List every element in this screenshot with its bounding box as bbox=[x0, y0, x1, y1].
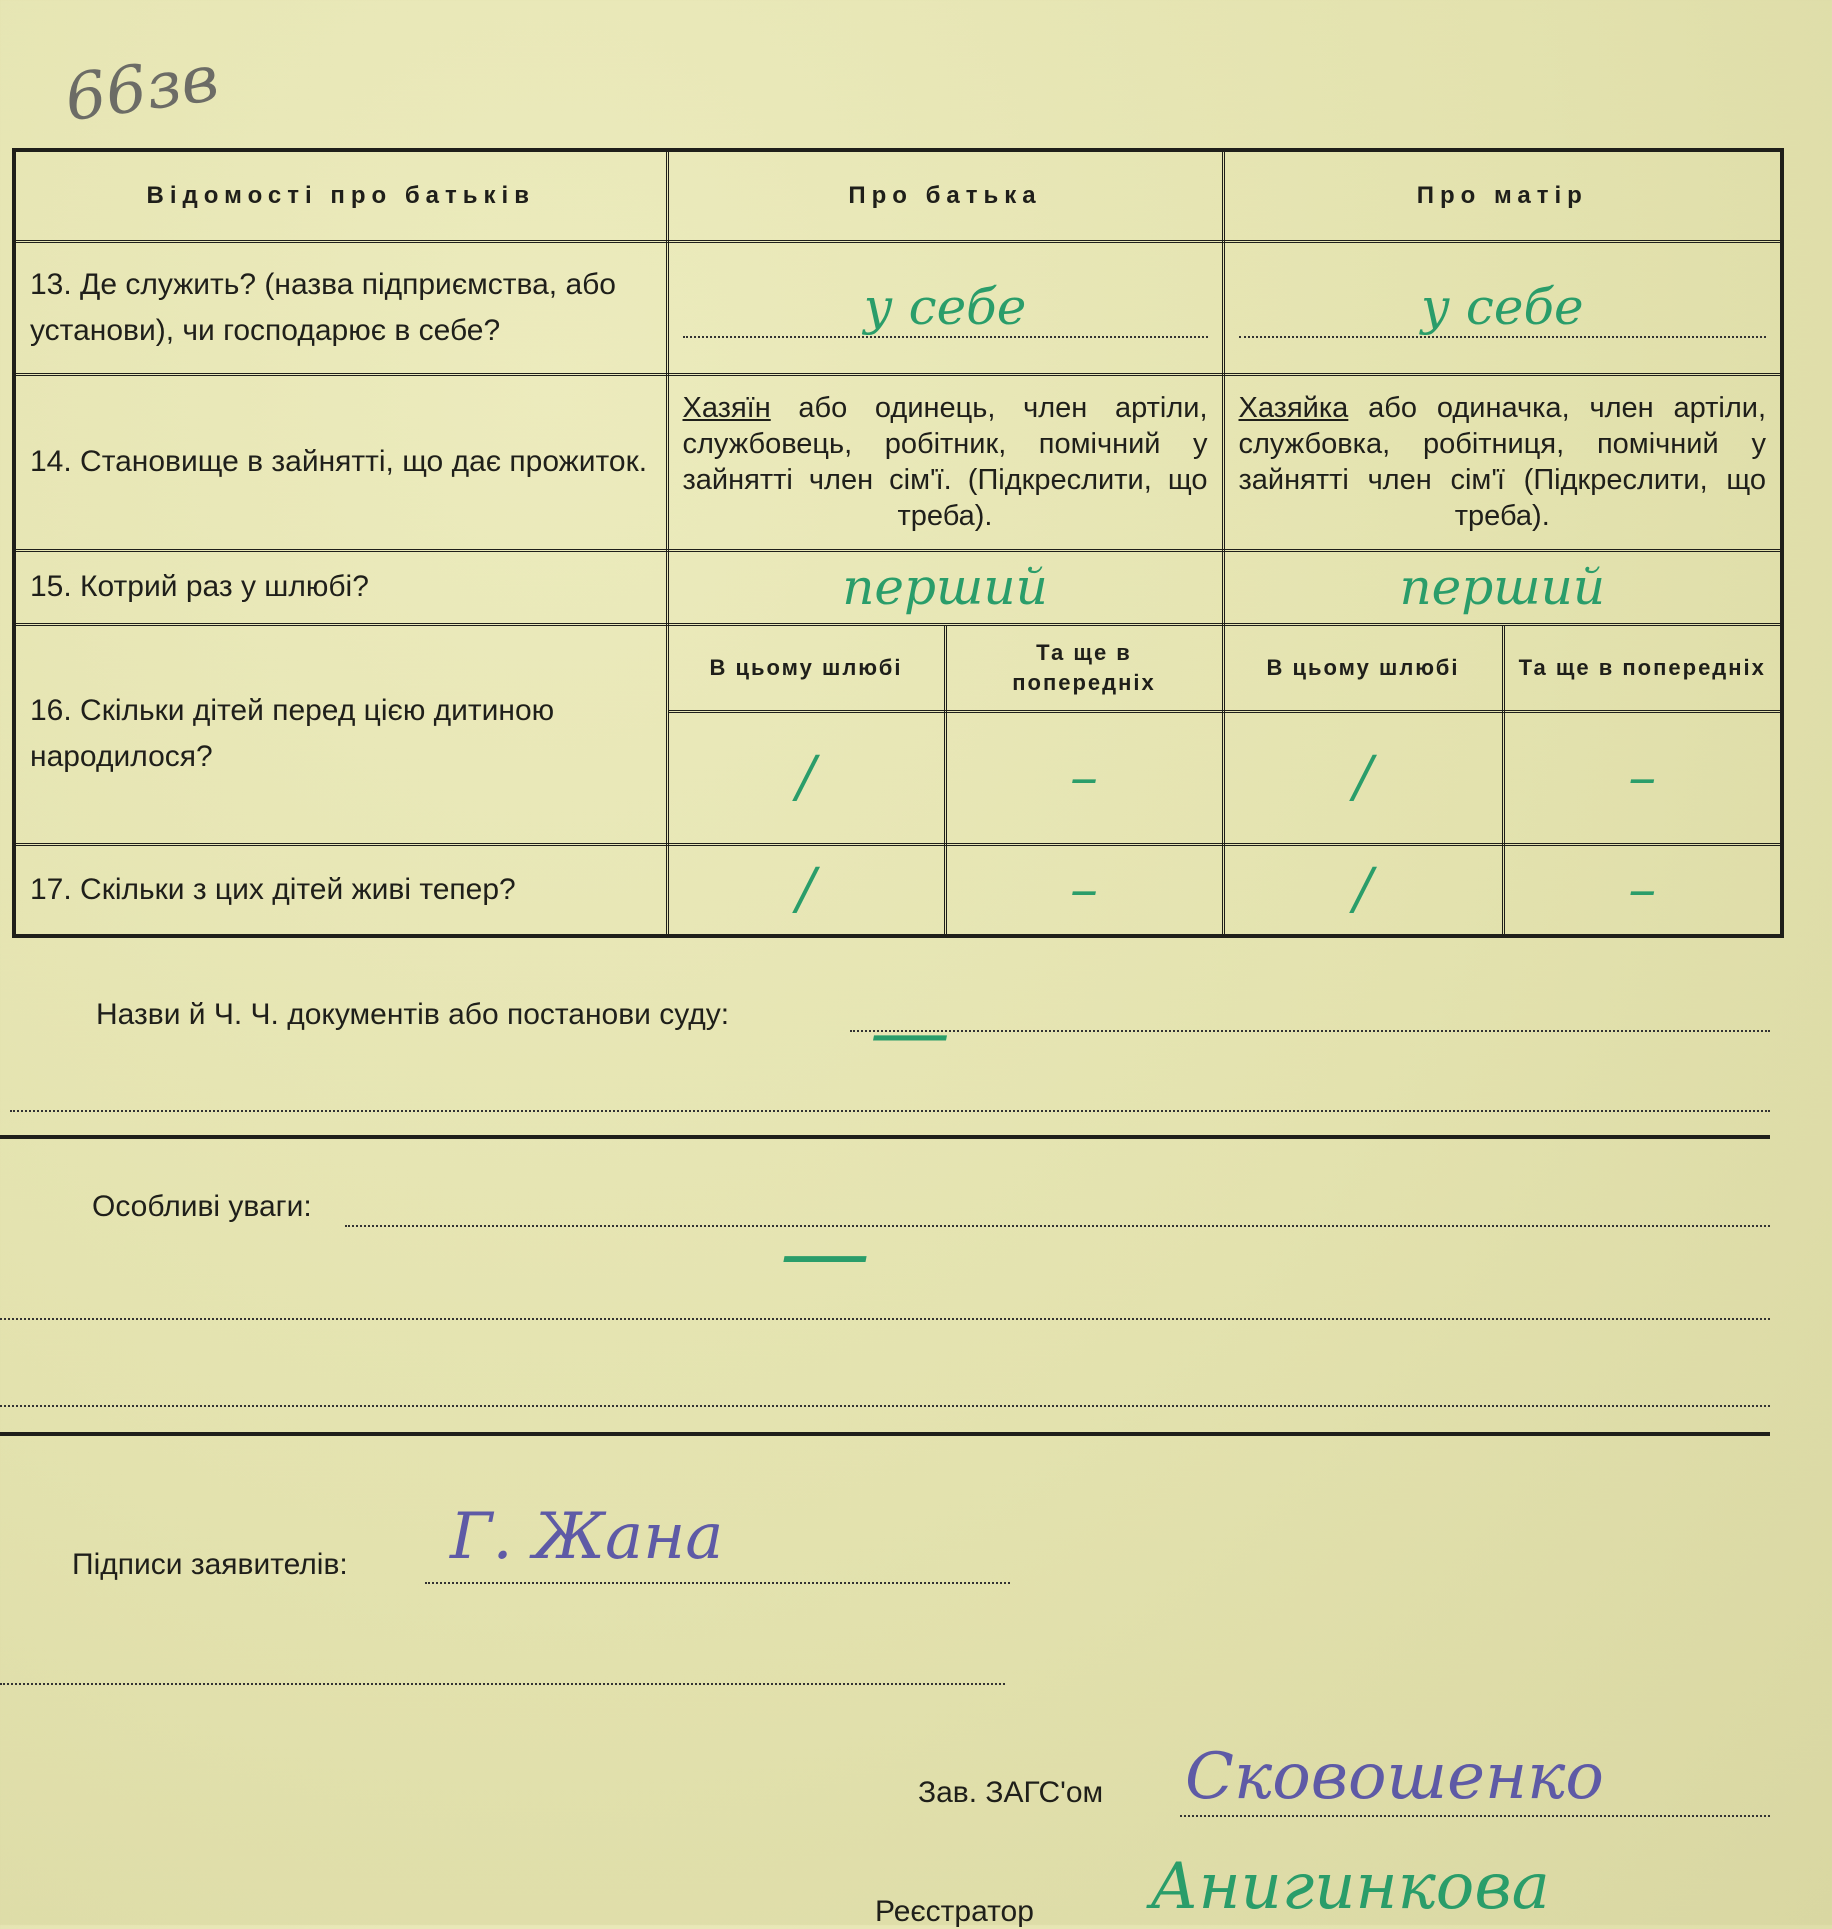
remarks-dotted-line-1 bbox=[345, 1225, 1770, 1227]
options-14-mother-rest: або одиначка, член артіли, службовка, робітниця, помічний у зайнятті член сім'ї (Підкреслити, що треба). bbox=[1238, 392, 1767, 533]
answer-16-mother-this: / bbox=[1223, 711, 1503, 844]
remarks-label: Особливі уваги: bbox=[92, 1190, 312, 1223]
answer-13-mother: у себе bbox=[1239, 278, 1767, 338]
documents-dotted-line-1 bbox=[850, 1030, 1770, 1032]
remarks-value: — bbox=[780, 1200, 870, 1305]
answer-17-father-prev: – bbox=[945, 844, 1223, 936]
registrar-signature: Анигинкова bbox=[1150, 1850, 1550, 1924]
head-zags-signature: Сковошенко bbox=[1185, 1740, 1604, 1814]
question-14: 14. Становище в зайнятті, що дає прожиток. bbox=[14, 375, 667, 551]
header-mother: Про матір bbox=[1223, 150, 1782, 242]
documents-label: Назви й Ч. Ч. документів або постанови суду: bbox=[96, 998, 730, 1031]
question-17: 17. Скільки з цих дітей живі тепер? bbox=[14, 844, 667, 936]
options-14-mother bbox=[1223, 375, 1782, 551]
subheader-mother-previous: Та ще в попередніх bbox=[1503, 625, 1782, 712]
parents-info-table bbox=[12, 148, 1784, 938]
answer-13-father: у себе bbox=[683, 278, 1208, 338]
answer-17-mother-this: / bbox=[1223, 844, 1503, 936]
answer-16-mother-prev: – bbox=[1503, 711, 1782, 844]
answer-16-father-prev: – bbox=[945, 711, 1223, 844]
registrar-label: Реєстратор bbox=[875, 1895, 1034, 1928]
options-14-father-rest: або одинець, член артіли, службовець, робітник, помічний у зайнятті член сім'ї. (Підкреслити, що треба). bbox=[682, 392, 1208, 533]
header-parents-info: Відомості про батьків bbox=[14, 150, 667, 242]
head-zags-dotted-line bbox=[1180, 1815, 1770, 1817]
answer-15-father: перший bbox=[667, 550, 1223, 625]
subheader-father-this-marriage: В цьому шлюбі bbox=[667, 625, 945, 712]
answer-15-mother: перший bbox=[1223, 550, 1782, 625]
answer-16-father-this: / bbox=[667, 711, 945, 844]
subheader-father-previous: Та ще в попередніх bbox=[945, 625, 1223, 712]
remarks-dotted-line-3 bbox=[0, 1405, 1770, 1407]
answer-17-father-this: / bbox=[667, 844, 945, 936]
answer-13-father-cell bbox=[667, 242, 1223, 375]
applicants-signature-label: Підписи заявителів: bbox=[72, 1548, 348, 1581]
subheader-mother-this-marriage: В цьому шлюбі bbox=[1223, 625, 1503, 712]
section-divider-1 bbox=[0, 1135, 1770, 1139]
header-father: Про батька bbox=[667, 150, 1223, 242]
page-number: 66зв bbox=[60, 41, 223, 137]
option-14-mother-selected: Хазяйка bbox=[1238, 392, 1349, 425]
applicants-signature: Г. Жана bbox=[450, 1500, 724, 1574]
answer-13-mother-cell bbox=[1223, 242, 1782, 375]
applicants-dotted-line-2 bbox=[0, 1683, 1005, 1685]
applicants-dotted-line-1 bbox=[425, 1582, 1010, 1584]
question-15: 15. Котрий раз у шлюбі? bbox=[14, 550, 667, 625]
section-divider-2 bbox=[0, 1432, 1770, 1436]
documents-value: — bbox=[870, 985, 950, 1078]
head-zags-label: Зав. ЗАГС'ом bbox=[918, 1776, 1104, 1809]
question-16: 16. Скільки дітей перед цією дитиною народилося? bbox=[14, 625, 667, 844]
options-14-father bbox=[667, 375, 1223, 551]
option-14-father-selected: Хазяїн bbox=[682, 392, 771, 425]
answer-17-mother-prev: – bbox=[1503, 844, 1782, 936]
remarks-dotted-line-2 bbox=[0, 1318, 1770, 1320]
documents-dotted-line-2 bbox=[10, 1110, 1770, 1112]
question-13: 13. Де служить? (назва підприємства, або установи), чи господарює в себе? bbox=[14, 242, 667, 375]
